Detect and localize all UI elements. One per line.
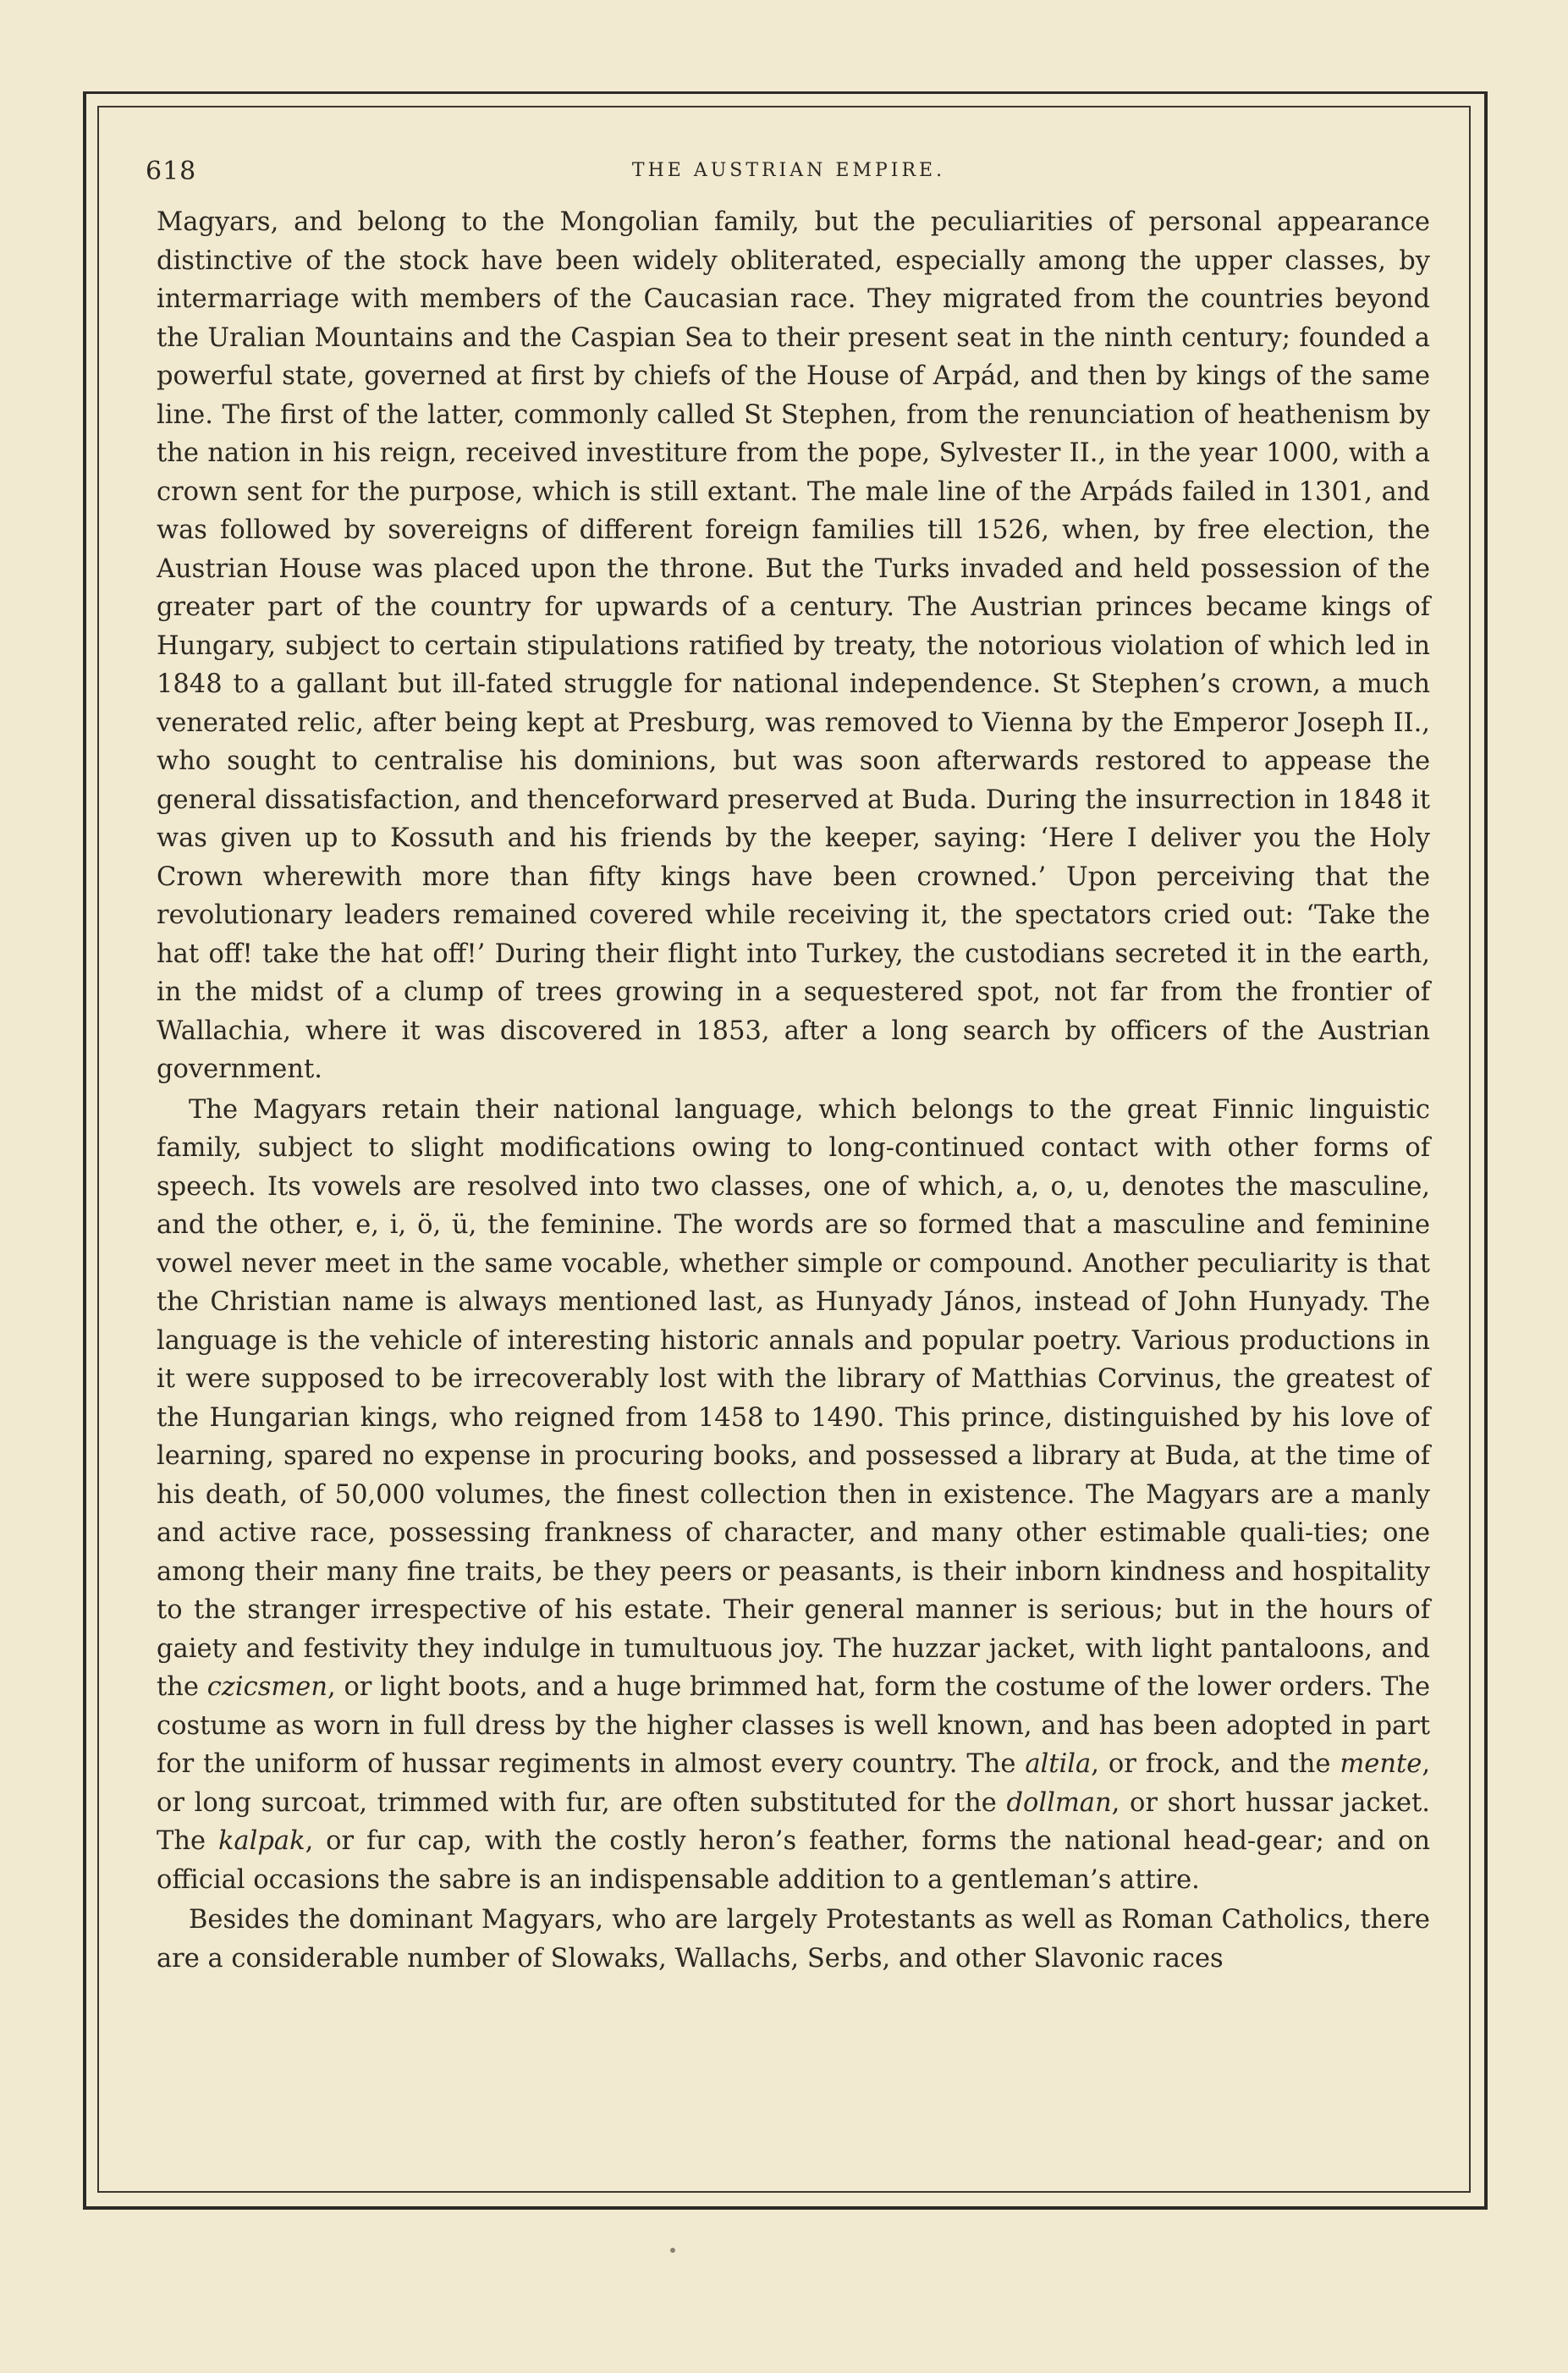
page-mark xyxy=(670,2248,675,2253)
text-run: The Magyars retain their national language, which belongs to the great Finnic linguistic family, subject to slight modifications owing to long-continued contact with other forms of speech. Its vowels are resolved into two classes, one of which, a, o, u, denotes the masculine, and the other, e, i, ö, ü, the feminine. The words are so formed that a masculine and feminine vowel never meet in the same vocable, whether simple or compound. Another peculiarity is that the Christian name is always mentioned last, as Hunyady János, instead of John Hunyady. The language is the vehicle of interesting historic annals and popular poetry. Various productions in it were supposed to be irrecoverably lost with the library of Matthias Corvinus, the greatest of the Hungarian kings, who reigned from 1458 to 1490. This prince, distinguished by his love of learning, spared no expense in procuring books, and possessed a library at Buda, at the time of his death, of 50,000 volumes, the finest collection then in existence. The Magyars are a manly and active race, possessing frankness of character, and many other estimable quali-ties; one among their many fine traits, be they peers or peasants, is their inborn kindness and hospitality to the stranger irrespective of his estate. Their general manner is serious; but in the hours of gaiety and festivity they indulge in tumultuous joy. The huzzar jacket, with light pantaloons, and the xyxy=(157,1094,1430,1702)
text-run: Magyars, and belong to the Mongolian family, but the peculiarities of personal appearance distinctive of the stock have been widely obliterated, especially among the upper classes, by intermarriage with members of the Caucasian race. They migrated from the countries beyond the Uralian Mountains and the Caspian Sea to their present seat in the ninth century; founded a powerful state, governed at first by chiefs of the House of Arpád, and then by kings of the same line. The first of the latter, commonly called St Stephen, from the renunciation of heathenism by the nation in his reign, received investiture from the pope, Sylvester II., in the year 1000, with a crown sent for the purpose, which is still extant. The male line of the Arpáds failed in 1301, and was followed by sovereigns of different foreign families till 1526, when, by free election, the Austrian House was placed upon the throne. But the Turks invaded and held possession of the greater part of the country for upwards of a century. The Austrian princes became kings of Hungary, subject to certain stipulations ratified by treaty, the notorious violation of which led in 1848 to a gallant but ill-fated struggle for national independence. St Stephen’s crown, a much venerated relic, after being kept at Presburg, was removed to Vienna by the Emperor Joseph II., who sought to centralise his dominions, but was soon afterwards restored to appease the general dissatisfaction, and thenceforward preserved at Buda. During the insurrection in 1848 it was given up to Kossuth and his friends by the keeper, saying: ‘Here I deliver you the Holy Crown wherewith more than fifty kings have been crowned.’ Upon perceiving that the revolutionary leaders remained covered while receiving it, the spectators cried out: ‘Take the hat off! take the hat off!’ During their flight into Turkey, the custodians secreted it in the earth, in the midst of a clump of trees growing in a sequestered spot, not far from the frontier of Wallachia, where it was discovered in 1853, after a long search by officers of the Austrian government. xyxy=(157,207,1430,1084)
text-run: , or light boots, and a huge brimmed hat, form the costume of the lower orders. The costume as worn in full dress by the higher classes is well known, and has been adopted in part for the uniform of hussar regiments in almost every country. The xyxy=(157,1672,1430,1779)
text-run: , or long surcoat, trimmed with fur, are often substituted for the xyxy=(157,1749,1431,1818)
paragraph xyxy=(157,1091,1430,1900)
italic-term: dollman xyxy=(1006,1787,1112,1818)
paragraph xyxy=(157,203,1430,1089)
paragraph xyxy=(157,1901,1430,1978)
italic-term: mente xyxy=(1340,1749,1422,1779)
text-run: , or short hussar jacket. The xyxy=(157,1787,1430,1856)
text-run: , or fur cap, with the costly heron’s feather, forms the national head-gear; and on official occasions the sabre is an indispensable addition to a gentleman’s attire. xyxy=(157,1826,1430,1895)
text-run: Besides the dominant Magyars, who are largely Protestants as well as Roman Catholics, there are a considerable number of Slowaks, Wallachs, Serbs, and other Slavonic races xyxy=(157,1905,1430,1974)
page-number: 618 xyxy=(146,157,197,186)
italic-term: altila xyxy=(1025,1749,1092,1779)
italic-term: czicsmen xyxy=(206,1672,327,1702)
body-text xyxy=(157,203,1430,1978)
text-run: , or frock, and the xyxy=(1091,1749,1340,1779)
page-header xyxy=(146,157,1432,190)
italic-term: kalpak xyxy=(217,1826,305,1856)
running-title: THE AUSTRIAN EMPIRE. xyxy=(631,160,946,181)
